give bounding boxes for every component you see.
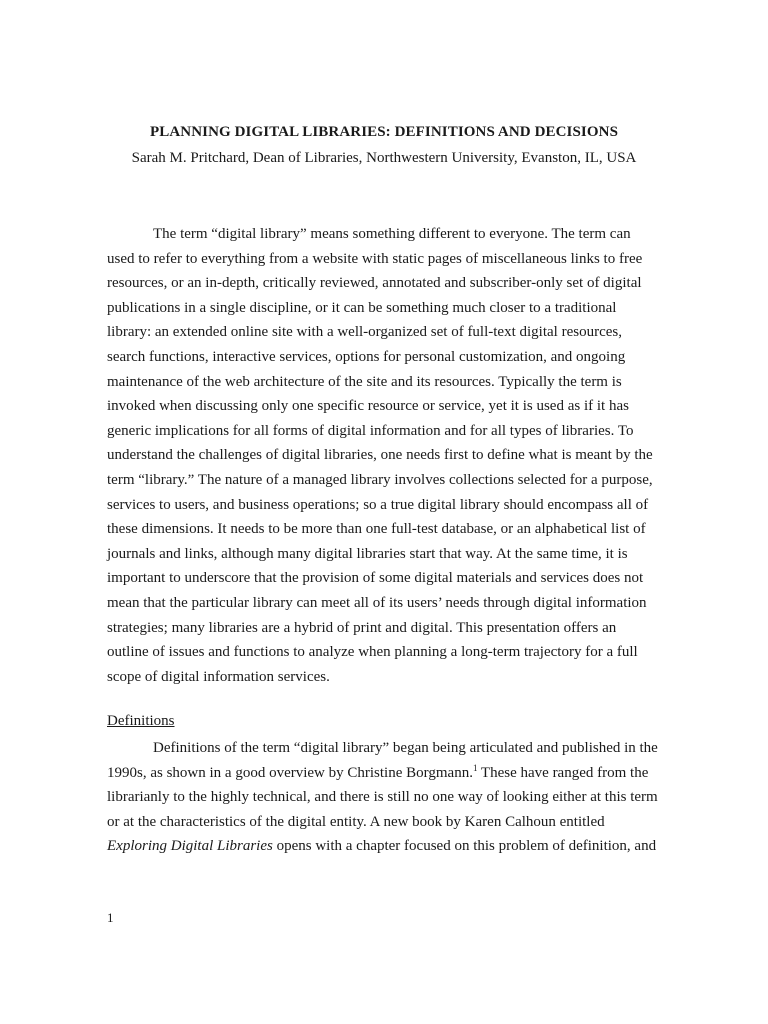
intro-paragraph (107, 222, 667, 689)
line-text: 1990s, as shown in a good overview by Christine Borgmann. (107, 764, 473, 781)
paragraph-line: outline of issues and functions to analyze when planning a long-term trajectory for a full (107, 644, 638, 661)
paragraph-line: journals and links, although many digital libraries start that way. At the same time, it is (107, 545, 628, 562)
paragraph-line: important to underscore that the provision of some digital materials and services does not (107, 570, 644, 587)
paragraph-line (107, 761, 667, 786)
author-byline: Sarah M. Pritchard, Dean of Libraries, Northwestern University, Evanston, IL, USA (131, 150, 637, 166)
paragraph-line: invoked when discussing only one specific resource or service, yet it is used as if it has (107, 398, 629, 415)
paragraph-line: services to users, and business operations; so a true digital library should encompass all of (107, 496, 649, 513)
line-text: These have ranged from the (477, 764, 649, 781)
definitions-paragraph (107, 736, 667, 859)
paragraph-line: mean that the particular library can meet all of its users’ needs through digital information (107, 594, 647, 611)
line-text: opens with a chapter focused on this problem of definition, and (272, 838, 657, 855)
paragraph-line: used to refer to everything from a website with static pages of miscellaneous links to free (107, 250, 643, 267)
paragraph-line: search functions, interactive services, options for personal customization, and ongoing (107, 348, 626, 365)
paragraph-line: these dimensions. It needs to be more than one full-test database, or an alphabetical list of (107, 521, 646, 538)
section-heading-definitions: Definitions (107, 713, 175, 729)
book-title: Exploring Digital Libraries (107, 838, 273, 855)
paragraph-line: Definitions of the term “digital library” began being articulated and published in the (153, 740, 658, 756)
paragraph-line: or at the characteristics of the digital entity. A new book by Karen Calhoun entitled (107, 813, 605, 830)
paragraph-line: library: an extended online site with a well-organized set of full-text digital resources, (107, 324, 622, 341)
paragraph-line: publications in a single discipline, or it can be something much closer to a traditional (107, 299, 617, 316)
paragraph-line: maintenance of the web architecture of the site and its resources. Typically the term is (107, 373, 622, 390)
paragraph-line: generic implications for all forms of digital information and for all types of libraries. To (107, 422, 634, 439)
paragraph-line (107, 834, 667, 859)
document-title: PLANNING DIGITAL LIBRARIES: DEFINITIONS AND DECISIONS (149, 124, 619, 140)
paragraph-line: scope of digital information services. (107, 668, 330, 685)
paragraph-line: term “library.” The nature of a managed library involves collections selected for a purpose, (107, 471, 653, 488)
paragraph-line: resources, or an in-depth, critically reviewed, annotated and subscriber-only set of digital (107, 275, 642, 292)
paragraph-line: librarianly to the highly technical, and there is still no one way of looking either at this term (107, 789, 658, 806)
footnote-reference[interactable]: 1 (472, 762, 478, 773)
paragraph-line: strategies; many libraries are a hybrid of print and digital. This presentation offers an (107, 619, 617, 636)
paragraph-line: understand the challenges of digital libraries, one needs first to define what is meant by the (107, 447, 653, 464)
paragraph-line: The term “digital library” means something different to everyone. The term can (153, 226, 631, 242)
page-number: 1 (107, 910, 114, 925)
